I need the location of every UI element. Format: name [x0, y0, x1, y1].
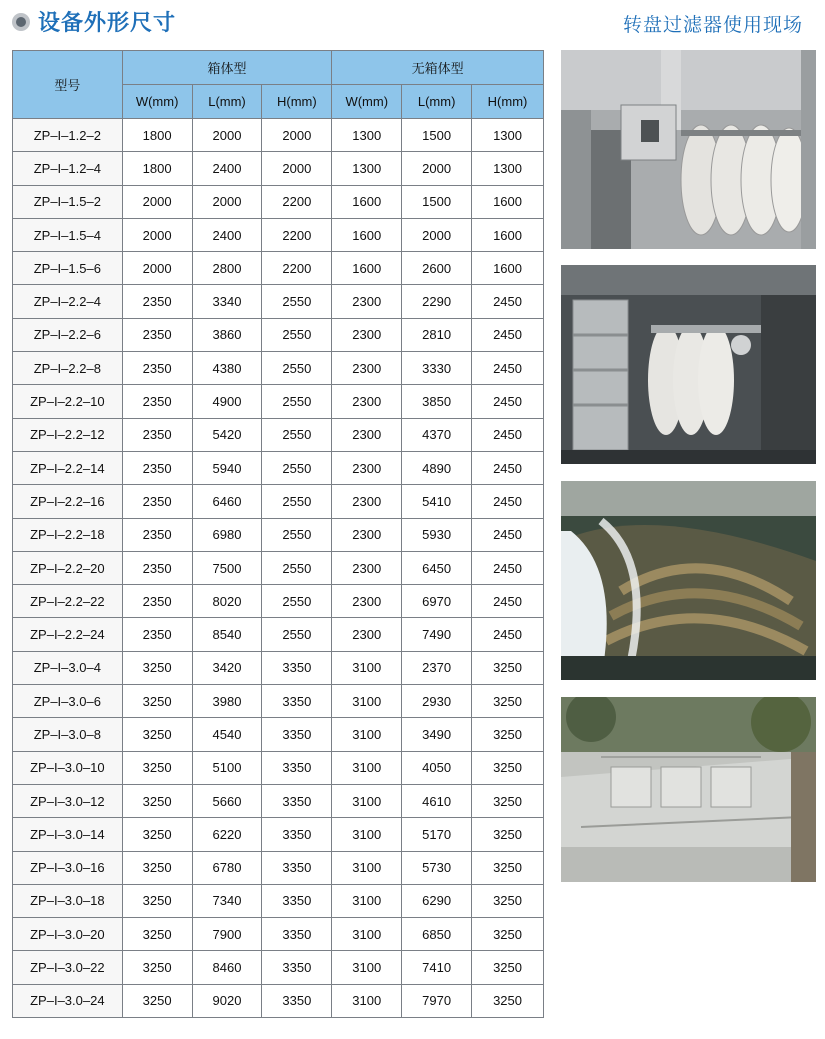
dimension-cell: 1300	[332, 152, 402, 185]
dimension-cell: 2350	[122, 451, 192, 484]
table-row	[13, 951, 544, 984]
model-cell: ZP–I–3.0–12	[13, 784, 123, 817]
dimension-cell: 3250	[472, 918, 544, 951]
model-cell: ZP–I–3.0–10	[13, 751, 123, 784]
dimension-cell: 2300	[332, 352, 402, 385]
model-cell: ZP–I–3.0–8	[13, 718, 123, 751]
dimension-cell: 3350	[262, 851, 332, 884]
table-row	[13, 119, 544, 152]
dimension-cell: 3350	[262, 951, 332, 984]
table-row	[13, 618, 544, 651]
table-row	[13, 818, 544, 851]
dimension-cell: 4370	[402, 418, 472, 451]
dimension-cell: 5940	[192, 451, 262, 484]
dimension-cell: 2200	[262, 218, 332, 251]
dimension-cell: 2550	[262, 318, 332, 351]
dimension-cell: 3250	[122, 918, 192, 951]
dimension-cell: 3250	[122, 651, 192, 684]
dimension-cell: 2000	[402, 218, 472, 251]
dimension-cell: 2350	[122, 618, 192, 651]
model-header: 型号	[13, 51, 123, 119]
dimension-cell: 2350	[122, 285, 192, 318]
table-row	[13, 918, 544, 951]
dimension-cell: 3250	[472, 784, 544, 817]
dimension-cell: 7970	[402, 984, 472, 1017]
disc-filter-closeup-photo	[561, 50, 816, 249]
dimension-cell: 2400	[192, 152, 262, 185]
dimension-cell: 3100	[332, 651, 402, 684]
table-row	[13, 485, 544, 518]
dimension-cell: 1600	[472, 252, 544, 285]
dimension-cell: 2300	[332, 451, 402, 484]
dimension-cell: 2350	[122, 318, 192, 351]
dimension-cell: 6970	[402, 585, 472, 618]
dimension-cell: 2000	[262, 152, 332, 185]
dimension-cell: 2370	[402, 651, 472, 684]
dimension-cell: 3100	[332, 984, 402, 1017]
dimension-cell: 7490	[402, 618, 472, 651]
dimension-cell: 8540	[192, 618, 262, 651]
model-cell: ZP–I–2.2–16	[13, 485, 123, 518]
dimension-cell: 7340	[192, 884, 262, 917]
dimension-cell: 3250	[122, 718, 192, 751]
dimension-cell: 3250	[472, 718, 544, 751]
col-header: W(mm)	[332, 85, 402, 119]
table-row	[13, 418, 544, 451]
dimension-cell: 2000	[122, 252, 192, 285]
dimension-cell: 2550	[262, 551, 332, 584]
model-cell: ZP–I–3.0–22	[13, 951, 123, 984]
table-row	[13, 352, 544, 385]
dimension-cell: 2450	[472, 318, 544, 351]
dimension-cell: 2350	[122, 352, 192, 385]
dimension-cell: 2550	[262, 418, 332, 451]
model-cell: ZP–I–1.2–4	[13, 152, 123, 185]
table-row	[13, 884, 544, 917]
table-row	[13, 318, 544, 351]
table-row	[13, 185, 544, 218]
model-cell: ZP–I–3.0–16	[13, 851, 123, 884]
dimension-cell: 3980	[192, 685, 262, 718]
dimension-cell: 3100	[332, 818, 402, 851]
box-type-header: 箱体型	[122, 51, 332, 85]
dimension-cell: 2450	[472, 352, 544, 385]
dimension-cell: 5730	[402, 851, 472, 884]
photos-title: 转盘过滤器使用现场	[622, 14, 803, 36]
dimension-cell: 1500	[402, 185, 472, 218]
water-flow-photo	[561, 481, 816, 680]
table-row	[13, 252, 544, 285]
dimension-cell: 2300	[332, 618, 402, 651]
dimension-cell: 7500	[192, 551, 262, 584]
table-row	[13, 585, 544, 618]
dimension-cell: 2000	[192, 119, 262, 152]
model-cell: ZP–I–2.2–18	[13, 518, 123, 551]
dimension-cell: 2350	[122, 385, 192, 418]
dimension-cell: 2000	[122, 218, 192, 251]
dimension-cell: 2000	[122, 185, 192, 218]
dimension-cell: 4540	[192, 718, 262, 751]
dimension-cell: 3250	[472, 951, 544, 984]
dimension-cell: 3250	[472, 884, 544, 917]
dimension-cell: 8460	[192, 951, 262, 984]
dimension-cell: 3250	[122, 984, 192, 1017]
dimension-cell: 2800	[192, 252, 262, 285]
dimension-cell: 2450	[472, 551, 544, 584]
dimension-cell: 1600	[332, 218, 402, 251]
dimension-cell: 5420	[192, 418, 262, 451]
dimension-cell: 6980	[192, 518, 262, 551]
dimension-cell: 2450	[472, 285, 544, 318]
dimension-cell: 2550	[262, 385, 332, 418]
bullet-circle-icon	[12, 13, 30, 31]
dimension-cell: 3250	[472, 651, 544, 684]
dimension-cell: 5660	[192, 784, 262, 817]
model-cell: ZP–I–3.0–24	[13, 984, 123, 1017]
dimension-cell: 4380	[192, 352, 262, 385]
table-row	[13, 685, 544, 718]
model-cell: ZP–I–3.0–6	[13, 685, 123, 718]
dimension-cell: 3250	[122, 784, 192, 817]
model-cell: ZP–I–1.5–6	[13, 252, 123, 285]
dimension-cell: 2300	[332, 518, 402, 551]
dimension-cell: 2450	[472, 418, 544, 451]
dimension-cell: 7900	[192, 918, 262, 951]
dimension-cell: 3350	[262, 918, 332, 951]
dimension-cell: 3350	[262, 884, 332, 917]
dimension-cell: 3250	[472, 984, 544, 1017]
dimension-cell: 3250	[472, 818, 544, 851]
model-cell: ZP–I–2.2–4	[13, 285, 123, 318]
disc-filter-tank-photo	[561, 265, 816, 464]
dimension-cell: 5930	[402, 518, 472, 551]
dimension-cell: 3350	[262, 818, 332, 851]
dimension-cell: 4900	[192, 385, 262, 418]
section-header	[12, 6, 176, 37]
dimension-cell: 2350	[122, 418, 192, 451]
model-cell: ZP–I–3.0–18	[13, 884, 123, 917]
table-row	[13, 218, 544, 251]
model-cell: ZP–I–2.2–10	[13, 385, 123, 418]
dimension-cell: 2300	[332, 485, 402, 518]
table-row	[13, 651, 544, 684]
dimension-cell: 5170	[402, 818, 472, 851]
dimension-cell: 3330	[402, 352, 472, 385]
dimension-cell: 3100	[332, 751, 402, 784]
dimension-cell: 2350	[122, 551, 192, 584]
dimension-cell: 2450	[472, 518, 544, 551]
model-cell: ZP–I–3.0–20	[13, 918, 123, 951]
dimension-cell: 3860	[192, 318, 262, 351]
dimension-cell: 3100	[332, 951, 402, 984]
dimension-cell: 3250	[122, 851, 192, 884]
model-cell: ZP–I–2.2–22	[13, 585, 123, 618]
table-row	[13, 784, 544, 817]
dimension-cell: 2450	[472, 585, 544, 618]
dimension-cell: 3350	[262, 651, 332, 684]
dimension-cell: 3250	[472, 751, 544, 784]
dimension-cell: 2300	[332, 418, 402, 451]
dimension-cell: 6220	[192, 818, 262, 851]
dimension-cell: 2300	[332, 285, 402, 318]
dimension-cell: 2000	[402, 152, 472, 185]
dimension-cell: 2200	[262, 252, 332, 285]
dimension-cell: 6460	[192, 485, 262, 518]
dimension-cell: 2300	[332, 551, 402, 584]
dimension-cell: 3350	[262, 784, 332, 817]
dimension-cell: 6290	[402, 884, 472, 917]
dimension-cell: 2550	[262, 485, 332, 518]
dimension-cell: 1300	[472, 119, 544, 152]
dimension-cell: 3250	[122, 685, 192, 718]
model-cell: ZP–I–3.0–14	[13, 818, 123, 851]
dimension-cell: 2350	[122, 485, 192, 518]
dimension-cell: 3250	[472, 685, 544, 718]
dimension-cell: 3490	[402, 718, 472, 751]
dimension-cell: 3250	[472, 851, 544, 884]
model-cell: ZP–I–2.2–8	[13, 352, 123, 385]
model-cell: ZP–I–2.2–6	[13, 318, 123, 351]
dimension-cell: 2450	[472, 485, 544, 518]
col-header: H(mm)	[472, 85, 544, 119]
table-row	[13, 385, 544, 418]
dimension-cell: 9020	[192, 984, 262, 1017]
dimension-cell: 1600	[332, 252, 402, 285]
dimension-cell: 2200	[262, 185, 332, 218]
table-row	[13, 984, 544, 1017]
table-row	[13, 751, 544, 784]
table-row	[13, 152, 544, 185]
no-box-type-header: 无箱体型	[332, 51, 544, 85]
outdoor-installation-photo	[561, 697, 816, 882]
dimension-cell: 2400	[192, 218, 262, 251]
dimension-cell: 4890	[402, 451, 472, 484]
col-header: W(mm)	[122, 85, 192, 119]
dimension-cell: 2300	[332, 585, 402, 618]
dimension-cell: 3100	[332, 718, 402, 751]
model-cell: ZP–I–1.5–4	[13, 218, 123, 251]
dimension-cell: 3350	[262, 718, 332, 751]
dimension-cell: 3100	[332, 851, 402, 884]
table-row	[13, 285, 544, 318]
dimension-cell: 2300	[332, 318, 402, 351]
dimension-cell: 3350	[262, 751, 332, 784]
dimension-cell: 3250	[122, 818, 192, 851]
dimension-cell: 3350	[262, 984, 332, 1017]
dimension-cell: 2600	[402, 252, 472, 285]
table-row	[13, 851, 544, 884]
dimension-cell: 2300	[332, 385, 402, 418]
dimension-cell: 1300	[332, 119, 402, 152]
dimension-cell: 3350	[262, 685, 332, 718]
dimension-cell: 3850	[402, 385, 472, 418]
dimension-cell: 3250	[122, 951, 192, 984]
dimension-cell: 2550	[262, 451, 332, 484]
section-title: 设备外形尺寸	[38, 11, 177, 36]
dimension-cell: 2000	[192, 185, 262, 218]
dimension-cell: 6780	[192, 851, 262, 884]
table-row	[13, 451, 544, 484]
dimension-cell: 5410	[402, 485, 472, 518]
dimensions-table	[12, 50, 544, 1018]
model-cell: ZP–I–3.0–4	[13, 651, 123, 684]
dimension-cell: 2450	[472, 451, 544, 484]
dimension-cell: 2350	[122, 585, 192, 618]
dimension-cell: 3100	[332, 784, 402, 817]
dimension-cell: 8020	[192, 585, 262, 618]
dimension-cell: 2290	[402, 285, 472, 318]
dimension-cell: 3420	[192, 651, 262, 684]
dimension-cell: 1600	[472, 218, 544, 251]
dimension-cell: 2550	[262, 352, 332, 385]
dimension-cell: 2550	[262, 618, 332, 651]
model-cell: ZP–I–2.2–24	[13, 618, 123, 651]
dimension-cell: 2810	[402, 318, 472, 351]
dimension-cell: 6450	[402, 551, 472, 584]
dimension-cell: 6850	[402, 918, 472, 951]
dimension-cell: 3100	[332, 918, 402, 951]
table-row	[13, 518, 544, 551]
dimension-cell: 2550	[262, 518, 332, 551]
dimension-cell: 2930	[402, 685, 472, 718]
col-header: H(mm)	[262, 85, 332, 119]
model-cell: ZP–I–1.2–2	[13, 119, 123, 152]
dimension-cell: 2450	[472, 618, 544, 651]
dimension-cell: 1800	[122, 119, 192, 152]
dimension-cell: 2450	[472, 385, 544, 418]
table-row	[13, 718, 544, 751]
dimension-cell: 3250	[122, 884, 192, 917]
col-header: L(mm)	[192, 85, 262, 119]
dimension-cell: 1600	[472, 185, 544, 218]
dimension-cell: 3100	[332, 884, 402, 917]
dimension-cell: 4610	[402, 784, 472, 817]
dimension-cell: 2550	[262, 285, 332, 318]
model-cell: ZP–I–1.5–2	[13, 185, 123, 218]
dimension-cell: 3100	[332, 685, 402, 718]
dimension-cell: 5100	[192, 751, 262, 784]
model-cell: ZP–I–2.2–12	[13, 418, 123, 451]
dimension-cell: 1300	[472, 152, 544, 185]
col-header: L(mm)	[402, 85, 472, 119]
model-cell: ZP–I–2.2–14	[13, 451, 123, 484]
dimension-cell: 1500	[402, 119, 472, 152]
dimension-cell: 1600	[332, 185, 402, 218]
dimension-cell: 3250	[122, 751, 192, 784]
dimension-cell: 2350	[122, 518, 192, 551]
dimension-cell: 4050	[402, 751, 472, 784]
dimension-cell: 3340	[192, 285, 262, 318]
table-row	[13, 551, 544, 584]
dimension-cell: 2550	[262, 585, 332, 618]
dimension-cell: 1800	[122, 152, 192, 185]
dimension-cell: 7410	[402, 951, 472, 984]
model-cell: ZP–I–2.2–20	[13, 551, 123, 584]
dimension-cell: 2000	[262, 119, 332, 152]
